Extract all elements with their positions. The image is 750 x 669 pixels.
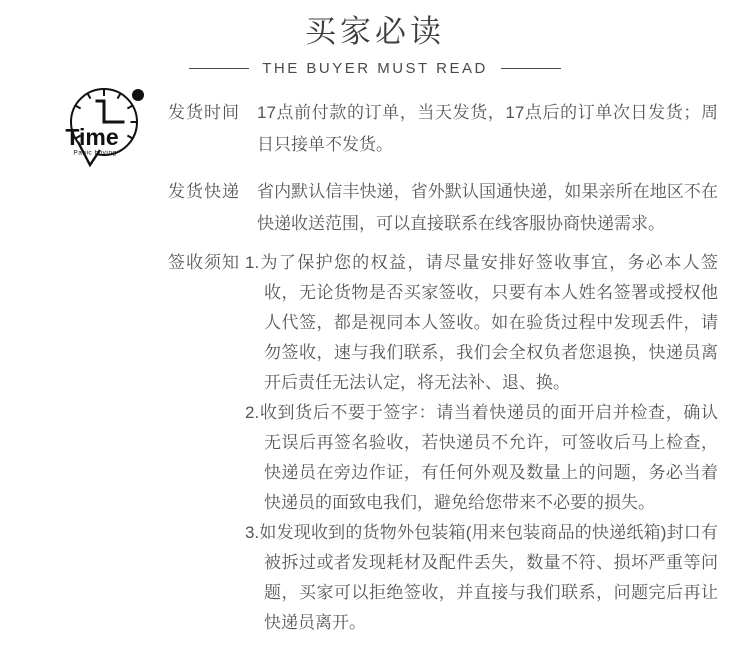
clock-label: Time (65, 124, 119, 150)
sign-notice-item-2: 2.收到货后不要于签字：请当着快递员的面开启并检查，确认无误后再签名验收，若快递员不允许，可签收后马上检查，快递员在旁边作证，有任何外观及数量上的问题，务必当着快递员的面致电我们，避免给您带来不必要的损失。 (245, 403, 718, 512)
section-label-shipping-courier: 发货快递 (168, 182, 240, 201)
subtitle-row (0, 60, 750, 77)
clock-sublabel: Panic buying (73, 149, 117, 157)
section-label-sign-notice: 签收须知 (168, 253, 240, 272)
section-shipping-time (168, 97, 750, 161)
clock-icon (62, 88, 162, 170)
section-sign-notice (168, 248, 750, 638)
section-shipping-courier (168, 176, 750, 240)
section-body-sign-notice (245, 248, 718, 638)
page-title: 买家必读 (305, 14, 445, 49)
shipping-courier-text: 省内默认信丰快递，省外默认国通快递，如果亲所在地区不在快递收送范围，可以直接联系在线客服协商快递需求。 (257, 182, 718, 233)
right-rule-line (501, 68, 561, 69)
header (0, 0, 750, 77)
section-label-shipping-time: 发货时间 (168, 103, 240, 122)
clock-icon-graphic (62, 88, 162, 170)
shipping-time-text: 17点前付款的订单，当天发货，17点后的订单次日发货；周日只接单不发货。 (257, 103, 718, 154)
notice-content (0, 97, 750, 638)
left-rule-line (189, 68, 249, 69)
clock-dot (132, 89, 144, 101)
sign-notice-item-1: 1.为了保护您的权益，请尽量安排好签收事宜，务必本人签收，无论货物是否买家签收，只要有本人姓名签署或授权他人代签，都是视同本人签收。如在验货过程中发现丢件，请勿签收，速与我们联系，我们会全权负者您退换，快递员离开后责任无法认定，将无法补、退、换。 (245, 253, 718, 392)
section-body-shipping-courier (245, 176, 718, 240)
sign-notice-item-3: 3.如发现收到的货物外包装箱(用来包装商品的快递纸箱)封口有被拆过或者发现耗材及配件丢失，数量不符、损坏严重等问题，买家可以拒绝签收，并直接与我们联系，问题完后再让快递员离开。 (245, 523, 718, 632)
page-subtitle: THE BUYER MUST READ (262, 60, 488, 77)
section-body-shipping-time (245, 97, 718, 161)
